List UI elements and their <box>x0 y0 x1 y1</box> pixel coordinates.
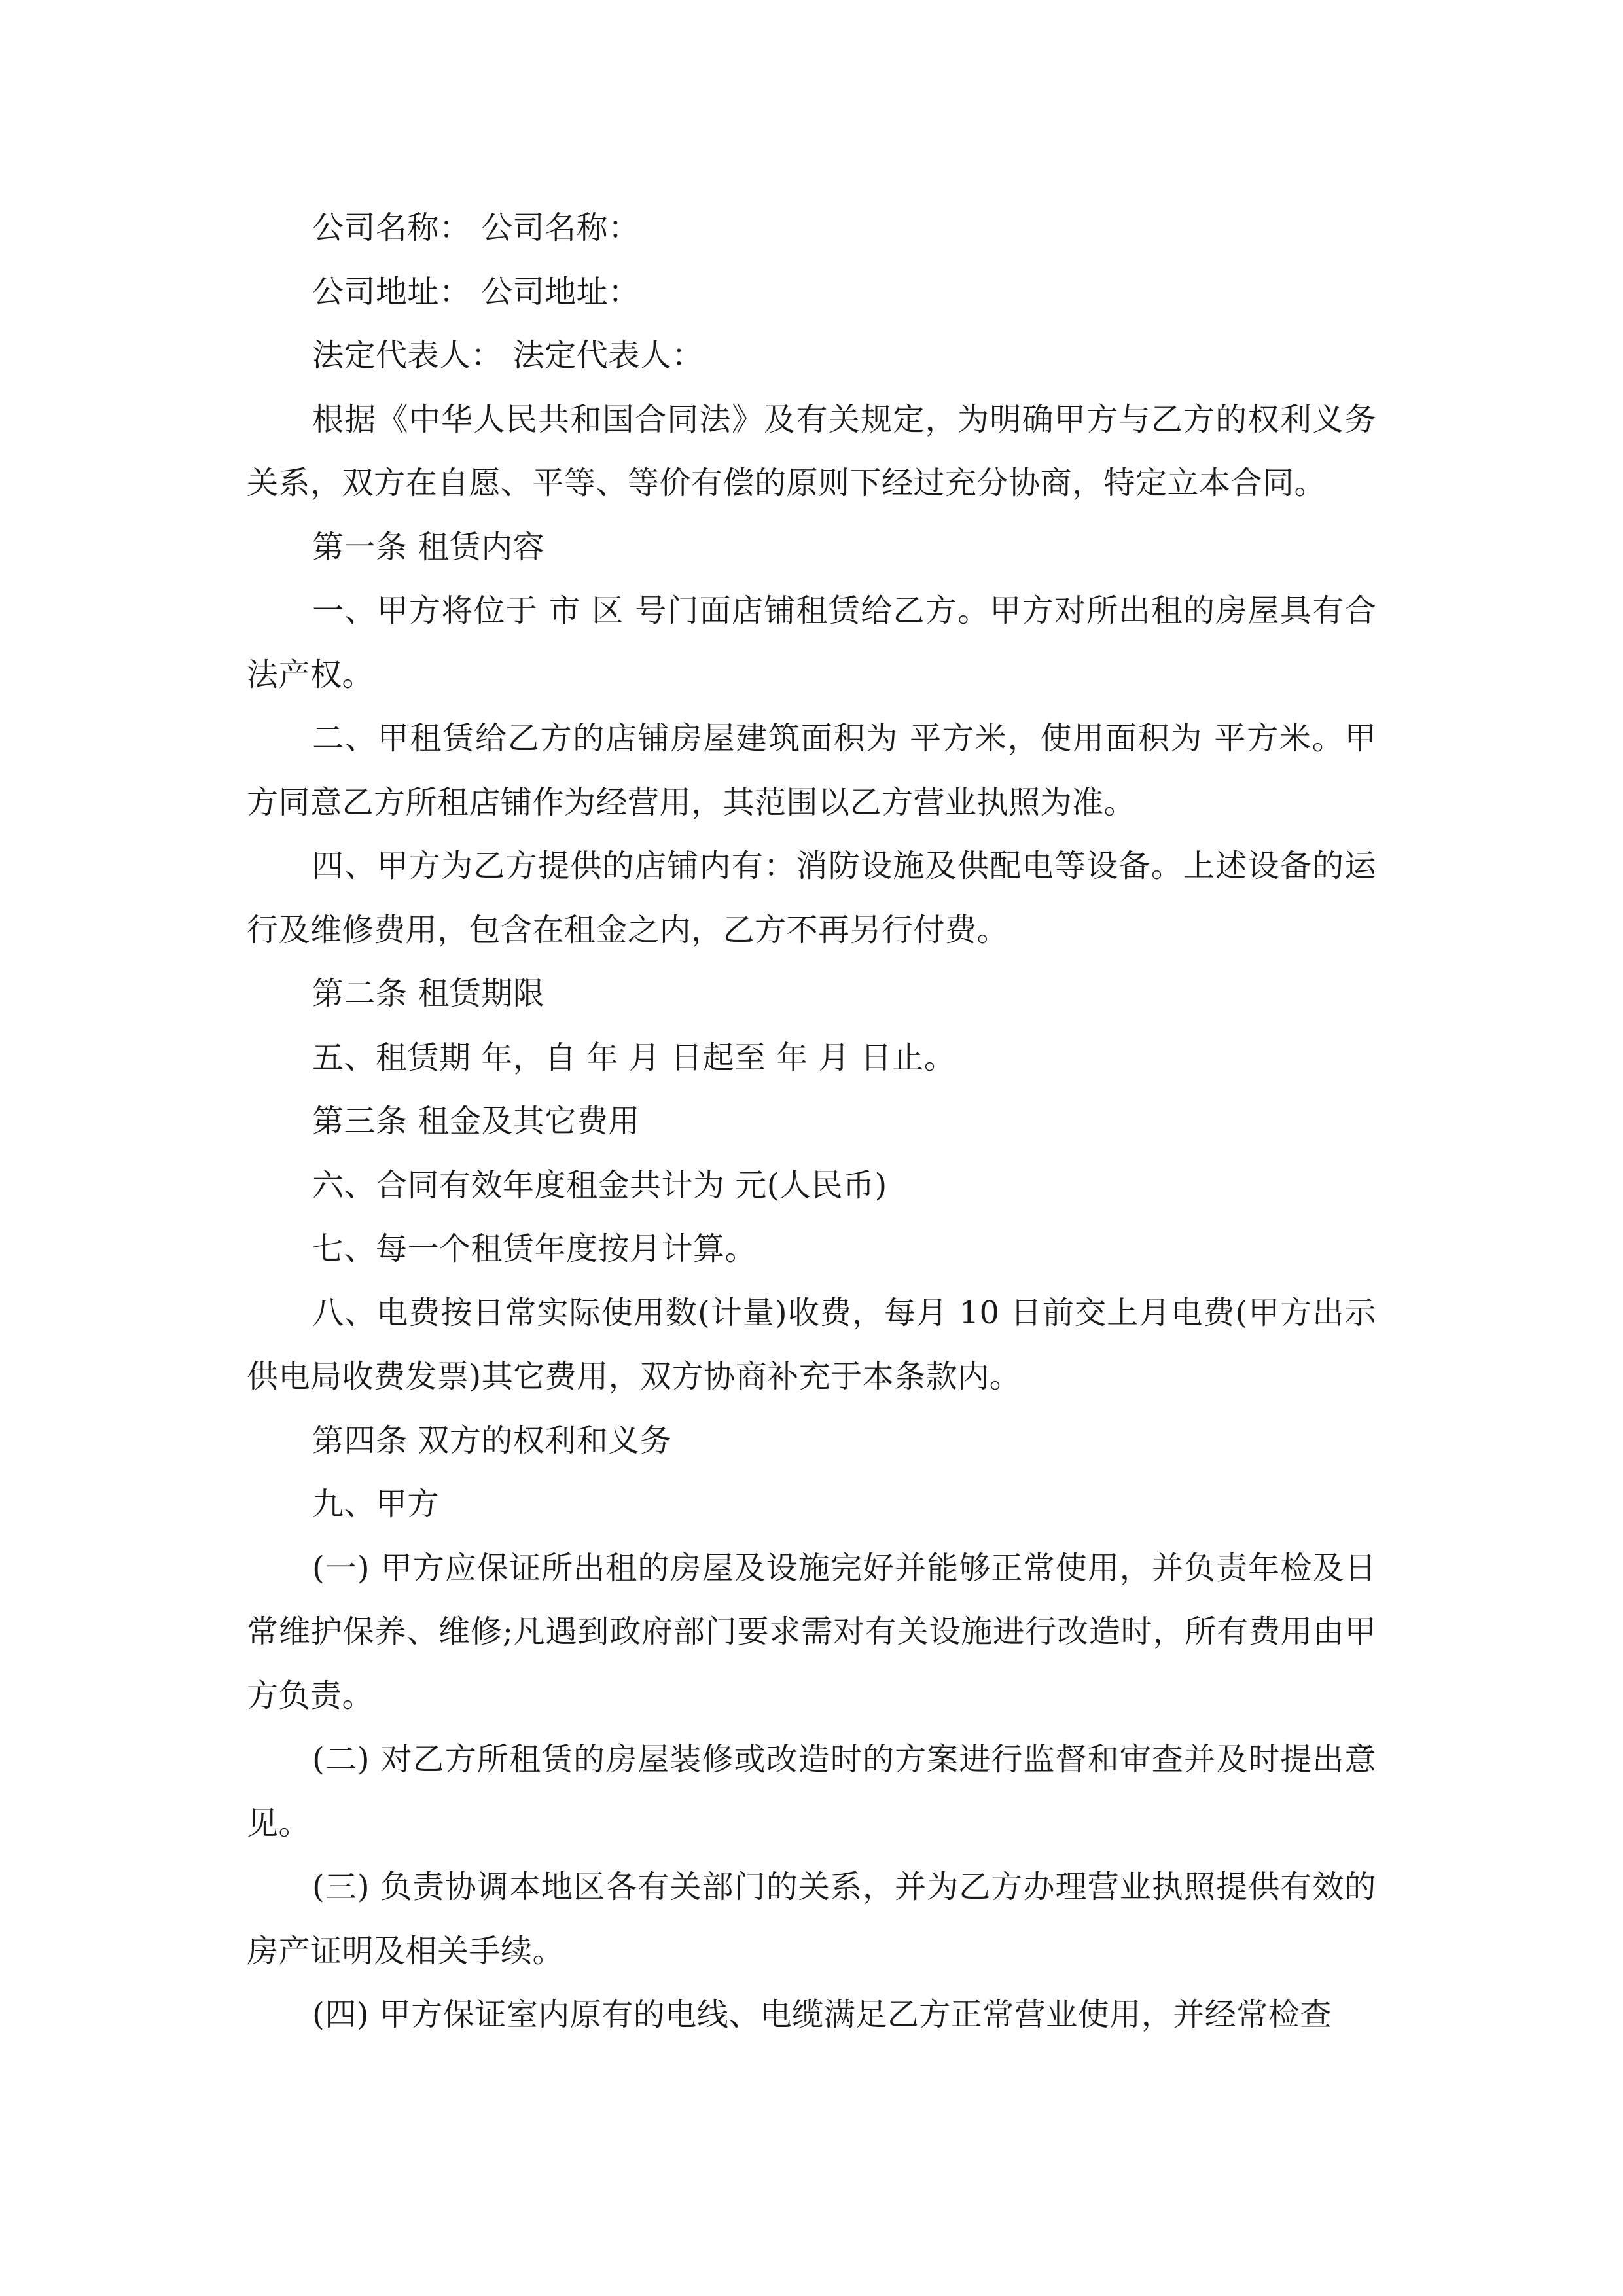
sub-clause-3-paragraph: (三) 负责协调本地区各有关部门的关系，并为乙方办理营业执照提供有效的房产证明及相关手续。 <box>247 1869 1376 1969</box>
clause-9-heading: 九、甲方 <box>312 1486 440 1522</box>
article-2-heading: 第二条 租赁期限 <box>312 975 545 1012</box>
clause-4-paragraph: 四、甲方为乙方提供的店铺内有：消防设施及供配电等设备。上述设备的运行及维修费用，包含在租金之内，乙方不再另行付费。 <box>247 848 1376 948</box>
legal-representative-line: 法定代表人： 法定代表人： <box>312 337 704 374</box>
contract-body <box>247 196 1376 2047</box>
clause-6-paragraph: 六、合同有效年度租金共计为 元(人民币) <box>312 1166 887 1204</box>
clause-5-paragraph: 五、租赁期 年，自 年 月 日起至 年 月 日止。 <box>312 1039 956 1076</box>
clause-1-paragraph: 一、甲方将位于 市 区 号门面店铺租赁给乙方。甲方对所出租的房屋具有合法产权。 <box>247 592 1376 693</box>
sub-clause-1-paragraph: (一) 甲方应保证所出租的房屋及设施完好并能够正常使用，并负责年检及日常维护保养、维修;凡遇到政府部门要求需对有关设施进行改造时，所有费用由甲方负责。 <box>247 1549 1376 1714</box>
preamble-paragraph: 根据《中华人民共和国合同法》及有关规定，为明确甲方与乙方的权利义务关系，双方在自愿、平等、等价有偿的原则下经过充分协商，特定立本合同。 <box>247 401 1376 501</box>
company-name-line: 公司名称： 公司名称： <box>312 209 640 246</box>
clause-8-paragraph: 八、电费按日常实际使用数(计量)收费，每月 10 日前交上月电费(甲方出示供电局收费发票)其它费用，双方协商补充于本条款内。 <box>247 1294 1376 1395</box>
clause-2-paragraph: 二、甲租赁给乙方的店铺房屋建筑面积为 平方米，使用面积为 平方米。甲方同意乙方所租店铺作为经营用，其范围以乙方营业执照为准。 <box>247 720 1376 821</box>
sub-clause-4-paragraph: (四) 甲方保证室内原有的电线、电缆满足乙方正常营业使用，并经常检查 <box>312 1996 1332 2033</box>
article-3-heading: 第三条 租金及其它费用 <box>312 1103 640 1139</box>
clause-7-paragraph: 七、每一个租赁年度按月计算。 <box>312 1230 757 1267</box>
sub-clause-2-paragraph: (二) 对乙方所租赁的房屋装修或改造时的方案进行监督和审查并及时提出意见。 <box>247 1741 1376 1842</box>
article-1-heading: 第一条 租赁内容 <box>312 528 545 565</box>
company-address-line: 公司地址： 公司地址： <box>312 273 640 310</box>
article-4-heading: 第四条 双方的权利和义务 <box>312 1422 672 1459</box>
